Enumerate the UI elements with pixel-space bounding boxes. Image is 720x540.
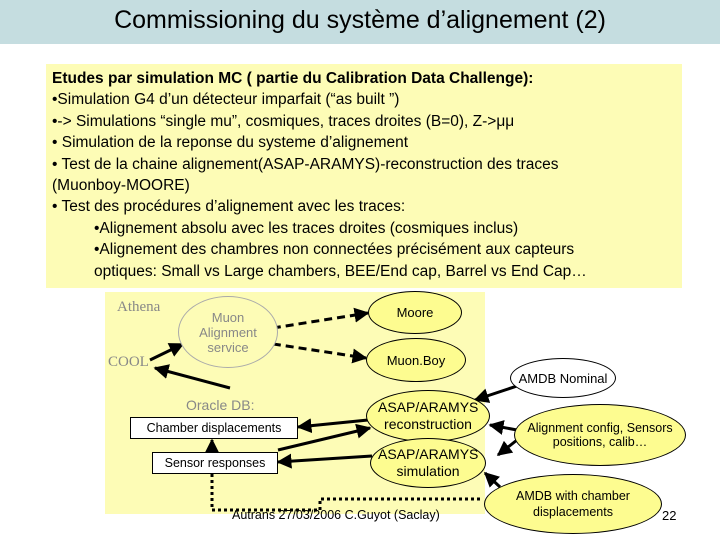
arrow-oracle <box>155 368 230 388</box>
chamber-displacements-label: Chamber displacements <box>146 421 282 435</box>
asap-reconstruction-label: ASAP/ARAMYS reconstruction <box>378 399 479 432</box>
arrow-amdbch-sim <box>485 473 500 487</box>
muon-alignment-service-node <box>178 296 278 368</box>
footer-text: Autrans 27/03/2006 C.Guyot (Saclay) <box>232 508 440 522</box>
amdb-chamber-label: AMDB with chamber displacements <box>516 489 630 519</box>
amdb-chamber-node <box>484 474 662 534</box>
cool-label: COOL <box>108 354 149 370</box>
intro-line: • Simulation de la reponse du systeme d’alignement <box>52 134 409 152</box>
arrow-amdb-recon <box>475 385 520 400</box>
intro-line: Etudes par simulation MC ( partie du Calibration Data Challenge): <box>52 70 534 87</box>
asap-simulation-label: ASAP/ARAMYS simulation <box>378 446 479 479</box>
arrow-to-muonboy <box>260 342 366 358</box>
sensor-responses-box <box>152 452 278 474</box>
chamber-displacements-box <box>130 417 298 439</box>
moore-label: Moore <box>396 305 434 320</box>
page-number: 22 <box>662 508 677 523</box>
oracle-db-label: Oracle DB: <box>186 397 255 413</box>
moore-node <box>368 291 462 334</box>
intro-line: •Alignement absolu avec les traces droites (cosmiques inclus) <box>94 219 519 237</box>
muonboy-node <box>366 338 466 382</box>
arrow-config-recon <box>490 425 517 430</box>
asap-simulation-node <box>370 438 486 488</box>
alignment-config-label: Alignment config, Sensors positions, calib… <box>527 421 673 449</box>
arrow-sim-sensor <box>278 456 372 462</box>
intro-line: optiques: Small vs Large chambers, BEE/End cap, Barrel vs End Cap… <box>94 262 587 280</box>
sensor-responses-label: Sensor responses <box>164 456 266 470</box>
intro-line: •Simulation G4 d’un détecteur imparfait (“as built ”) <box>52 91 400 109</box>
amdb-nominal-node <box>510 358 616 398</box>
alignment-config-node <box>514 404 686 466</box>
arrow-cool <box>150 344 183 360</box>
slide-title: Commissioning du système d’alignement (2) <box>114 6 606 34</box>
intro-line: • Test de la chaine alignement(ASAP-ARAMYS)-reconstruction des traces <box>52 155 559 173</box>
amdb-nominal-label: AMDB Nominal <box>518 370 608 386</box>
intro-line: (Muonboy-MOORE) <box>52 177 190 195</box>
intro-line: •-> Simulations “single mu”, cosmiques, traces droites (B=0), Z->μμ <box>52 112 515 130</box>
arrow-recon-chamber <box>298 420 368 427</box>
asap-reconstruction-node <box>366 390 490 442</box>
muonboy-label: Muon.Boy <box>386 352 446 368</box>
muon-alignment-service-label: Muon Alignment service <box>199 309 257 355</box>
athena-label: Athena <box>117 299 161 315</box>
intro-line: •Alignement des chambres non connectées précisément aux capteurs <box>94 241 575 259</box>
intro-line: • Test des procédures d’alignement avec les traces: <box>52 198 406 216</box>
arrow-config-sim <box>498 440 517 455</box>
